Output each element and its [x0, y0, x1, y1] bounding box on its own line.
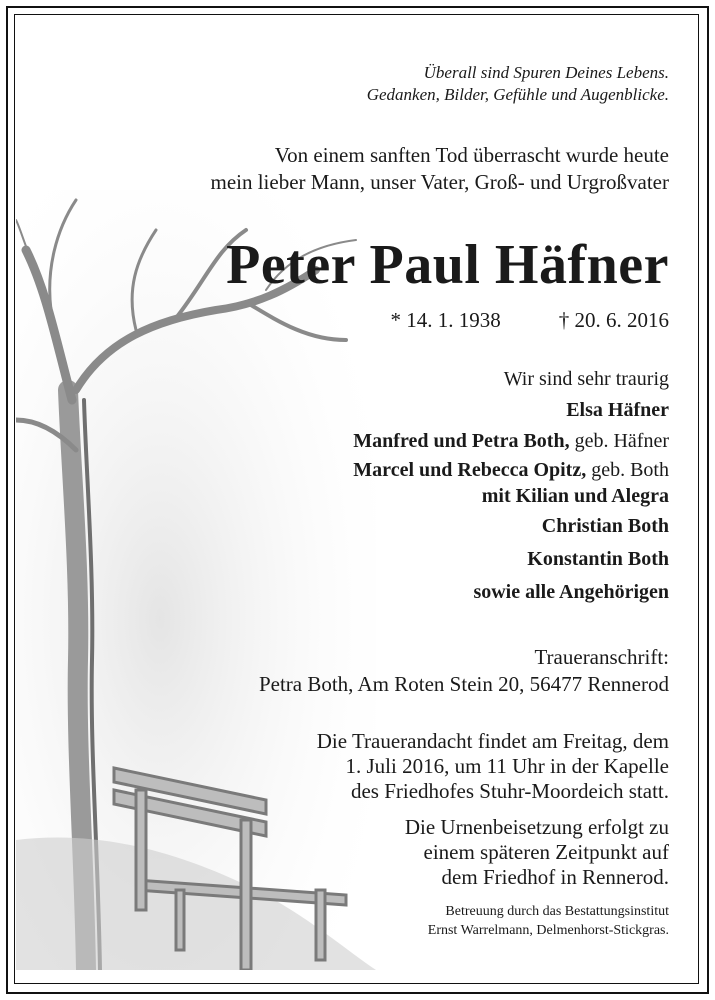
motto-line: Überall sind Spuren Deines Lebens.: [423, 63, 669, 82]
urn-line: Die Urnenbeisetzung erfolgt zu: [404, 815, 669, 839]
mourners-lead: Wir sind sehr traurig: [503, 368, 669, 390]
urn-line: dem Friedhof in Rennerod.: [441, 865, 669, 889]
intro-line: Von einem sanften Tod überrascht wurde heute: [274, 143, 669, 167]
funeral-home-credit: [428, 902, 669, 940]
mourning-address: [259, 644, 669, 698]
service-info: [317, 729, 669, 804]
mourners-list: [353, 364, 669, 609]
maiden-name-note: geb. Häfner: [569, 430, 669, 452]
mourner-name: Christian Both: [541, 515, 669, 537]
tree-and-bench-illustration: [16, 190, 376, 970]
announcement-intro: [210, 142, 669, 196]
death-date: † 20. 6. 2016: [558, 308, 669, 332]
service-line: des Friedhofes Stuhr-Moordeich statt.: [350, 779, 669, 803]
birth-date: * 14. 1. 1938: [390, 308, 501, 332]
mourner-name: Marcel und Rebecca Opitz,: [353, 459, 587, 481]
maiden-name-note: geb. Both: [586, 459, 669, 481]
motto: [367, 62, 669, 106]
address-label: Traueranschrift:: [534, 645, 669, 669]
motto-line: Gedanken, Bilder, Gefühle und Augenblicke.: [366, 85, 669, 104]
funeral-home-line: Ernst Warrelmann, Delmenhorst-Stickgras.: [427, 923, 669, 938]
service-line: 1. Juli 2016, um 11 Uhr in der Kapelle: [345, 754, 669, 778]
deceased-name: Peter Paul Häfner: [226, 234, 669, 296]
mourner-name: Manfred und Petra Both,: [353, 430, 570, 452]
life-dates: [391, 307, 670, 333]
mourner-name: Elsa Häfner: [566, 399, 669, 421]
urn-line: einem späteren Zeitpunkt auf: [423, 840, 669, 864]
urn-burial-info: [405, 815, 669, 890]
address-value: Petra Both, Am Roten Stein 20, 56477 Rennerod: [258, 672, 669, 696]
service-line: Die Trauerandacht findet am Freitag, dem: [316, 729, 669, 753]
mourner-name: Konstantin Both: [527, 548, 669, 570]
intro-line: mein lieber Mann, unser Vater, Groß- und Urgroßvater: [210, 170, 669, 194]
funeral-home-line: Betreuung durch das Bestattungsinstitut: [445, 904, 669, 919]
mourner-children: mit Kilian und Alegra: [481, 485, 669, 507]
mourners-others: sowie alle Angehörigen: [473, 581, 669, 603]
